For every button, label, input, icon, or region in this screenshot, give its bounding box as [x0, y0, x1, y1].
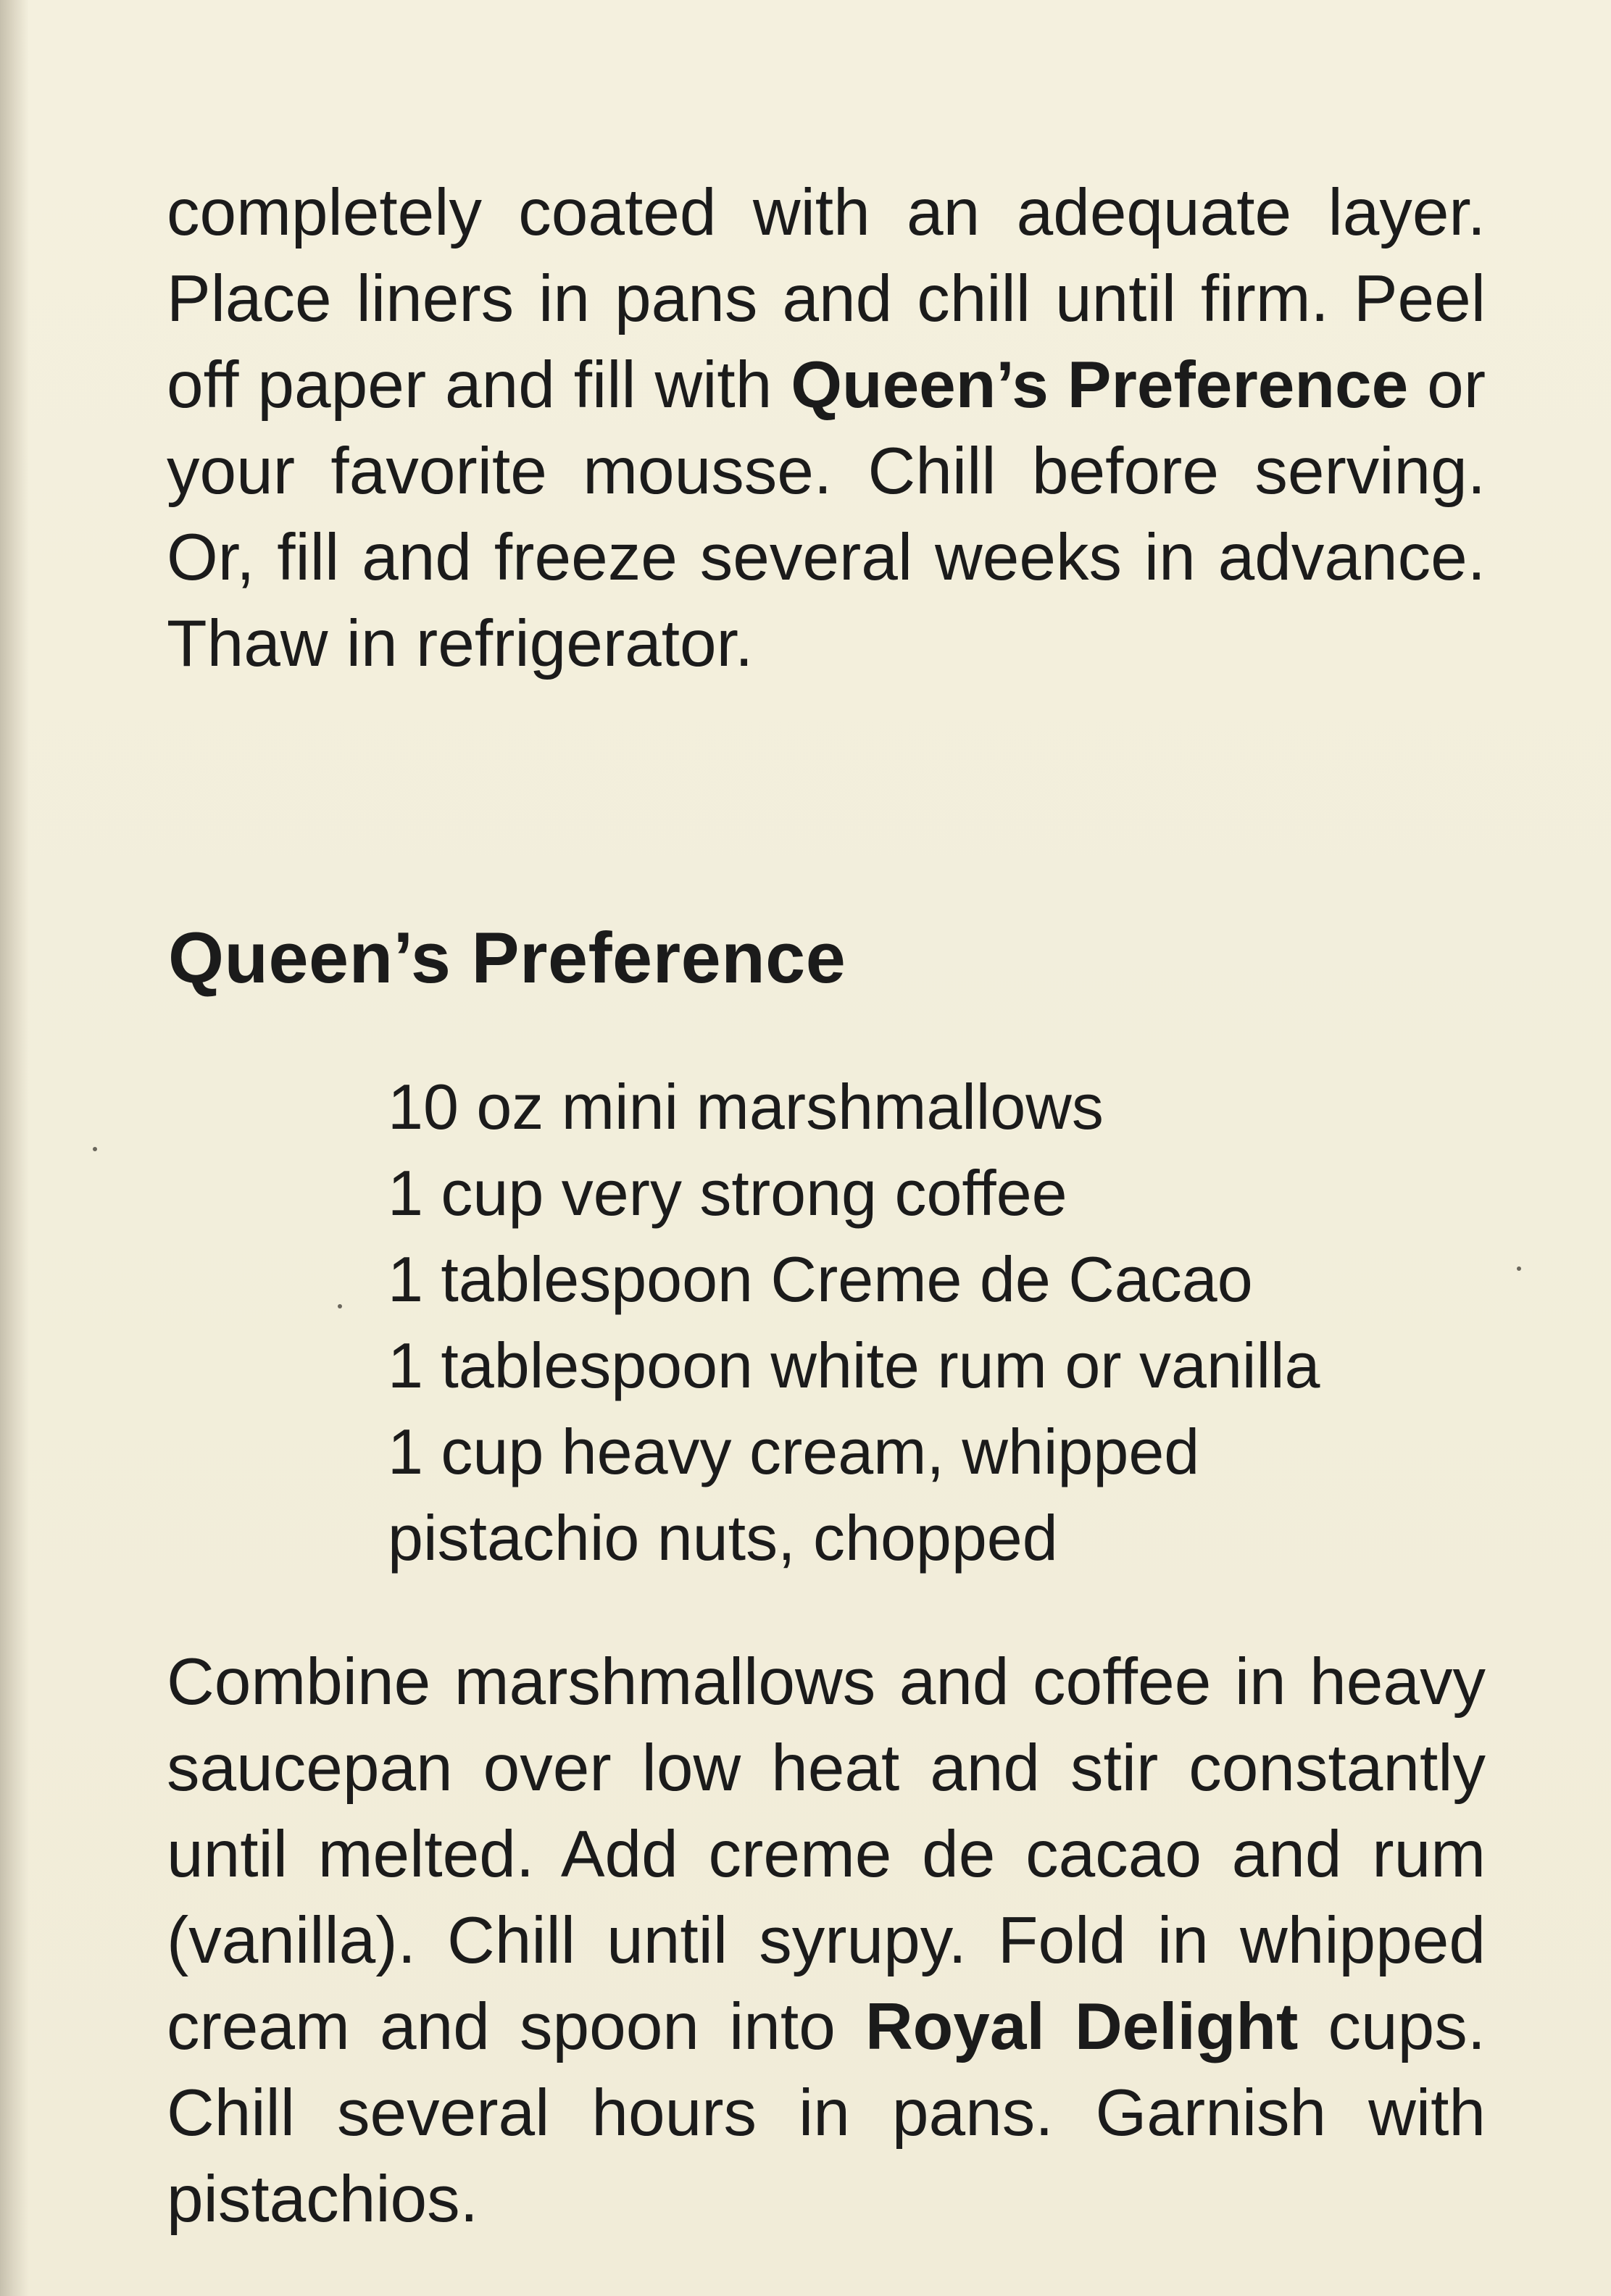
paper-speck — [338, 1304, 342, 1308]
ingredient-item: 10 oz mini marshmallows — [388, 1071, 1104, 1143]
method-paragraph — [167, 1639, 1486, 2242]
page-edge — [0, 0, 29, 2296]
ingredient-item: 1 cup very strong coffee — [388, 1157, 1067, 1229]
ingredient-item: 1 cup heavy cream, whipped — [388, 1416, 1200, 1487]
paper-speck — [1517, 1266, 1521, 1271]
method-text-2: cups. Chill several hours in pans. Garnish with pistachios. — [167, 1990, 1486, 2236]
intro-paragraph — [167, 170, 1486, 687]
intro-text-2: or your favorite mousse. Chill before serving. Or, fill and freeze several weeks in advance. Thaw in refrigerator. — [167, 348, 1486, 680]
paper-speck — [93, 1147, 97, 1151]
ingredient-list — [388, 1064, 1320, 1581]
ingredient-item: 1 tablespoon white rum or vanilla — [388, 1329, 1320, 1401]
intro-bold-recipe-name: Queen’s Preference — [791, 348, 1409, 422]
intro-text-1: completely coated with an adequate layer. Place liners in pans and chill until firm. Peel off paper and fill with — [167, 176, 1486, 422]
recipe-title: Queen’s Preference — [168, 917, 846, 998]
ingredient-item: pistachio nuts, chopped — [388, 1502, 1058, 1574]
ingredient-item: 1 tablespoon Creme de Cacao — [388, 1243, 1253, 1315]
method-text-1: Combine marshmallows and coffee in heavy saucepan over low heat and stir constantly until melted. Add creme de cacao and rum (vanilla). Chill until syrupy. Fold in whipped cream and spoon into — [167, 1645, 1486, 2063]
method-bold-recipe-name: Royal Delight — [865, 1990, 1299, 2063]
